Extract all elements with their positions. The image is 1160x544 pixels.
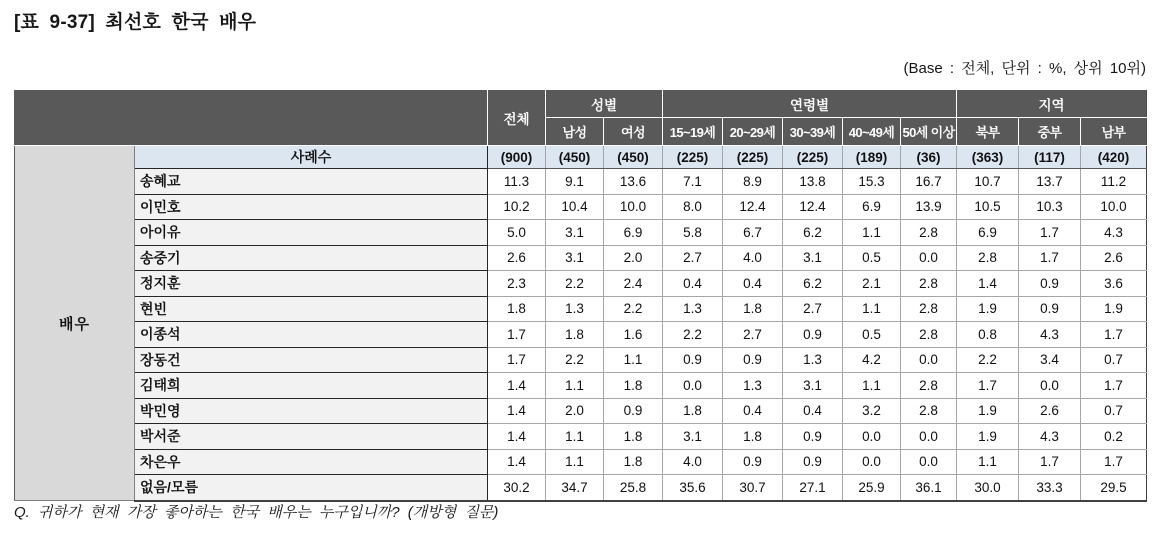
value-cell: 2.0 — [546, 398, 604, 424]
col-header-sub: 남성 — [546, 118, 604, 146]
value-cell: 2.2 — [663, 322, 723, 348]
col-header-total: 전체 — [488, 91, 546, 146]
question-footnote: Q. 귀하가 현재 가장 좋아하는 한국 배우는 누구입니까? (개방형 질문) — [14, 504, 499, 521]
value-cell: 1.9 — [957, 424, 1019, 450]
value-cell: 1.4 — [957, 271, 1019, 297]
value-cell: 6.7 — [723, 220, 783, 246]
value-cell: 3.6 — [1081, 271, 1147, 297]
value-cell: 1.3 — [546, 296, 604, 322]
value-cell: 1.7 — [1019, 245, 1081, 271]
value-cell: 2.7 — [723, 322, 783, 348]
value-cell: 1.1 — [604, 347, 663, 373]
table-row — [15, 322, 1147, 348]
value-cell: 3.1 — [546, 220, 604, 246]
base-value-cell: (225) — [783, 146, 843, 169]
survey-table — [14, 90, 1147, 502]
value-cell: 0.9 — [663, 347, 723, 373]
table-row — [15, 398, 1147, 424]
value-cell: 0.0 — [843, 424, 901, 450]
value-cell: 4.0 — [723, 245, 783, 271]
value-cell: 1.8 — [604, 449, 663, 475]
col-header-sub: 남부 — [1081, 118, 1147, 146]
value-cell: 10.3 — [1019, 194, 1081, 220]
value-cell: 2.2 — [546, 347, 604, 373]
base-value-cell: (420) — [1081, 146, 1147, 169]
value-cell: 0.9 — [1019, 296, 1081, 322]
value-cell: 2.8 — [901, 220, 957, 246]
value-cell: 10.0 — [1081, 194, 1147, 220]
value-cell: 27.1 — [783, 475, 843, 501]
value-cell: 10.0 — [604, 194, 663, 220]
base-value-cell: (900) — [488, 146, 546, 169]
value-cell: 30.2 — [488, 475, 546, 501]
value-cell: 1.9 — [957, 398, 1019, 424]
table-row — [15, 475, 1147, 501]
value-cell: 2.2 — [957, 347, 1019, 373]
value-cell: 1.4 — [488, 449, 546, 475]
value-cell: 1.3 — [723, 373, 783, 399]
value-cell: 4.2 — [843, 347, 901, 373]
value-cell: 35.6 — [663, 475, 723, 501]
value-cell: 1.7 — [1081, 373, 1147, 399]
value-cell: 1.1 — [843, 220, 901, 246]
table-body — [15, 146, 1147, 501]
corner-cell — [15, 91, 488, 146]
value-cell: 36.1 — [901, 475, 957, 501]
value-cell: 2.6 — [488, 245, 546, 271]
col-header-sub: 여성 — [604, 118, 663, 146]
value-cell: 2.0 — [604, 245, 663, 271]
category-cell: 배우 — [15, 146, 135, 501]
value-cell: 0.0 — [901, 424, 957, 450]
value-cell: 16.7 — [901, 169, 957, 195]
value-cell: 30.0 — [957, 475, 1019, 501]
value-cell: 0.9 — [604, 398, 663, 424]
value-cell: 2.1 — [843, 271, 901, 297]
value-cell: 1.6 — [604, 322, 663, 348]
row-label: 이민호 — [135, 194, 488, 220]
value-cell: 1.4 — [488, 398, 546, 424]
value-cell: 0.5 — [843, 245, 901, 271]
value-cell: 1.3 — [663, 296, 723, 322]
value-cell: 5.8 — [663, 220, 723, 246]
value-cell: 1.1 — [843, 373, 901, 399]
value-cell: 10.7 — [957, 169, 1019, 195]
value-cell: 0.4 — [663, 271, 723, 297]
value-cell: 1.8 — [604, 373, 663, 399]
row-label: 현빈 — [135, 296, 488, 322]
value-cell: 0.4 — [723, 271, 783, 297]
base-value-cell: (225) — [723, 146, 783, 169]
value-cell: 4.3 — [1081, 220, 1147, 246]
value-cell: 11.2 — [1081, 169, 1147, 195]
value-cell: 1.8 — [604, 424, 663, 450]
value-cell: 0.9 — [783, 322, 843, 348]
row-label: 장동건 — [135, 347, 488, 373]
value-cell: 1.8 — [488, 296, 546, 322]
value-cell: 0.2 — [1081, 424, 1147, 450]
value-cell: 1.7 — [488, 322, 546, 348]
value-cell: 4.3 — [1019, 322, 1081, 348]
value-cell: 2.7 — [783, 296, 843, 322]
value-cell: 13.6 — [604, 169, 663, 195]
table-row — [15, 424, 1147, 450]
value-cell: 1.7 — [488, 347, 546, 373]
value-cell: 2.2 — [546, 271, 604, 297]
value-cell: 2.2 — [604, 296, 663, 322]
row-label: 정지훈 — [135, 271, 488, 297]
value-cell: 8.9 — [723, 169, 783, 195]
value-cell: 15.3 — [843, 169, 901, 195]
value-cell: 2.8 — [901, 398, 957, 424]
value-cell: 1.1 — [546, 449, 604, 475]
value-cell: 3.1 — [783, 373, 843, 399]
value-cell: 1.8 — [723, 424, 783, 450]
col-group-age: 연령별 — [663, 91, 957, 118]
value-cell: 2.8 — [901, 296, 957, 322]
table-row — [15, 271, 1147, 297]
value-cell: 5.0 — [488, 220, 546, 246]
row-label: 박서준 — [135, 424, 488, 450]
value-cell: 0.0 — [1019, 373, 1081, 399]
value-cell: 2.8 — [901, 373, 957, 399]
col-header-sub: 15~19세 — [663, 118, 723, 146]
value-cell: 9.1 — [546, 169, 604, 195]
value-cell: 6.9 — [604, 220, 663, 246]
value-cell: 2.8 — [901, 322, 957, 348]
value-cell: 2.3 — [488, 271, 546, 297]
row-label: 김태희 — [135, 373, 488, 399]
value-cell: 2.6 — [1019, 398, 1081, 424]
value-cell: 0.7 — [1081, 347, 1147, 373]
base-value-cell: (363) — [957, 146, 1019, 169]
page-title: [표 9-37] 최선호 한국 배우 — [14, 12, 257, 33]
value-cell: 1.3 — [783, 347, 843, 373]
value-cell: 3.4 — [1019, 347, 1081, 373]
value-cell: 0.9 — [723, 347, 783, 373]
table-row — [15, 296, 1147, 322]
table-row — [15, 347, 1147, 373]
value-cell: 0.0 — [901, 245, 957, 271]
col-group-gender: 성별 — [546, 91, 663, 118]
value-cell: 1.1 — [546, 373, 604, 399]
value-cell: 1.7 — [1019, 220, 1081, 246]
value-cell: 6.9 — [957, 220, 1019, 246]
col-header-sub: 20~29세 — [723, 118, 783, 146]
value-cell: 8.0 — [663, 194, 723, 220]
col-header-sub: 북부 — [957, 118, 1019, 146]
row-label: 차은우 — [135, 449, 488, 475]
value-cell: 1.1 — [957, 449, 1019, 475]
value-cell: 13.7 — [1019, 169, 1081, 195]
table-row — [15, 245, 1147, 271]
value-cell: 2.7 — [663, 245, 723, 271]
value-cell: 3.2 — [843, 398, 901, 424]
value-cell: 1.4 — [488, 424, 546, 450]
base-row-label: 사례수 — [135, 146, 488, 169]
value-cell: 1.8 — [723, 296, 783, 322]
value-cell: 1.8 — [546, 322, 604, 348]
value-cell: 1.1 — [546, 424, 604, 450]
base-value-cell: (189) — [843, 146, 901, 169]
value-cell: 0.9 — [783, 449, 843, 475]
value-cell: 1.7 — [1081, 449, 1147, 475]
value-cell: 10.4 — [546, 194, 604, 220]
value-cell: 0.0 — [843, 449, 901, 475]
table-row — [15, 194, 1147, 220]
value-cell: 1.7 — [1081, 322, 1147, 348]
value-cell: 25.8 — [604, 475, 663, 501]
value-cell: 0.9 — [1019, 271, 1081, 297]
value-cell: 12.4 — [783, 194, 843, 220]
value-cell: 0.9 — [783, 424, 843, 450]
value-cell: 3.1 — [663, 424, 723, 450]
value-cell: 0.0 — [901, 449, 957, 475]
base-value-cell: (117) — [1019, 146, 1081, 169]
value-cell: 2.4 — [604, 271, 663, 297]
value-cell: 1.7 — [957, 373, 1019, 399]
value-cell: 6.2 — [783, 220, 843, 246]
table-row — [15, 373, 1147, 399]
row-label: 송혜교 — [135, 169, 488, 195]
value-cell: 1.8 — [663, 398, 723, 424]
table-header — [15, 91, 1147, 146]
value-cell: 0.4 — [783, 398, 843, 424]
value-cell: 3.1 — [546, 245, 604, 271]
value-cell: 4.0 — [663, 449, 723, 475]
value-cell: 6.9 — [843, 194, 901, 220]
header-group-row — [15, 91, 1147, 118]
value-cell: 0.4 — [723, 398, 783, 424]
value-cell: 6.2 — [783, 271, 843, 297]
table-row — [15, 449, 1147, 475]
base-value-cell: (36) — [901, 146, 957, 169]
value-cell: 30.7 — [723, 475, 783, 501]
value-cell: 29.5 — [1081, 475, 1147, 501]
table-row — [15, 220, 1147, 246]
base-value-cell: (450) — [546, 146, 604, 169]
value-cell: 7.1 — [663, 169, 723, 195]
base-note: (Base : 전체, 단위 : %, 상위 10위) — [903, 60, 1146, 77]
value-cell: 13.9 — [901, 194, 957, 220]
value-cell: 25.9 — [843, 475, 901, 501]
col-header-sub: 중부 — [1019, 118, 1081, 146]
value-cell: 12.4 — [723, 194, 783, 220]
base-value-cell: (450) — [604, 146, 663, 169]
value-cell: 0.5 — [843, 322, 901, 348]
col-header-sub: 30~39세 — [783, 118, 843, 146]
row-label: 이종석 — [135, 322, 488, 348]
table-row — [15, 169, 1147, 195]
row-label: 아이유 — [135, 220, 488, 246]
value-cell: 0.0 — [663, 373, 723, 399]
value-cell: 1.1 — [843, 296, 901, 322]
value-cell: 0.0 — [901, 347, 957, 373]
value-cell: 1.7 — [1019, 449, 1081, 475]
col-header-sub: 50세 이상 — [901, 118, 957, 146]
value-cell: 2.8 — [957, 245, 1019, 271]
value-cell: 4.3 — [1019, 424, 1081, 450]
value-cell: 2.8 — [901, 271, 957, 297]
value-cell: 11.3 — [488, 169, 546, 195]
value-cell: 13.8 — [783, 169, 843, 195]
value-cell: 0.7 — [1081, 398, 1147, 424]
value-cell: 1.9 — [957, 296, 1019, 322]
row-label: 송중기 — [135, 245, 488, 271]
base-row — [15, 146, 1147, 169]
row-label: 박민영 — [135, 398, 488, 424]
value-cell: 1.4 — [488, 373, 546, 399]
value-cell: 10.5 — [957, 194, 1019, 220]
base-value-cell: (225) — [663, 146, 723, 169]
col-header-sub: 40~49세 — [843, 118, 901, 146]
value-cell: 34.7 — [546, 475, 604, 501]
value-cell: 1.9 — [1081, 296, 1147, 322]
value-cell: 0.8 — [957, 322, 1019, 348]
value-cell: 3.1 — [783, 245, 843, 271]
value-cell: 10.2 — [488, 194, 546, 220]
value-cell: 33.3 — [1019, 475, 1081, 501]
col-group-region: 지역 — [957, 91, 1147, 118]
value-cell: 0.9 — [723, 449, 783, 475]
row-label: 없음/모름 — [135, 475, 488, 501]
value-cell: 2.6 — [1081, 245, 1147, 271]
